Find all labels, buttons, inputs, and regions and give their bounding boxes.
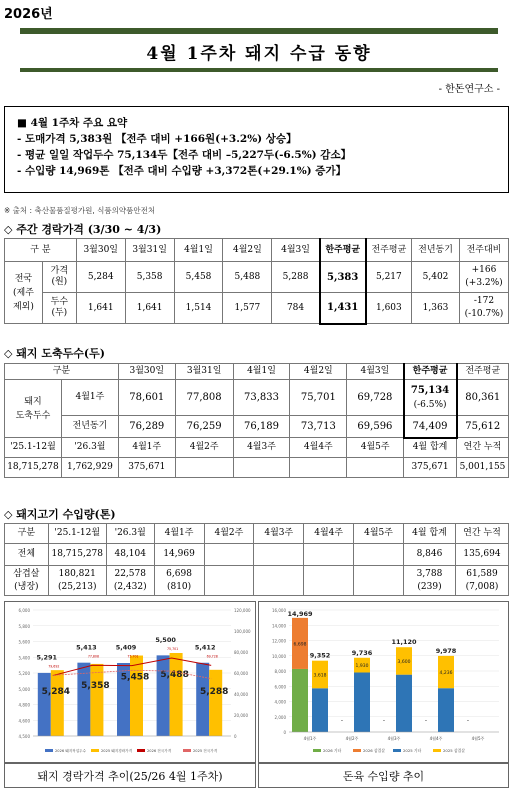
weekly-count-d4: 1,577 — [223, 293, 272, 324]
weekly-price-prev-avg: 5,217 — [366, 262, 412, 293]
imports-belly-8-c: (239) — [417, 581, 442, 592]
category-label: 4월2주 — [345, 736, 359, 741]
slaughter-section-title: ◇ 돼지 도축두수(두) — [4, 347, 105, 360]
tick-label: 10,000 — [272, 653, 286, 659]
weekly-count-diff-abs: -172 — [473, 296, 495, 306]
imports-header-w2: 4월2주 — [204, 524, 254, 544]
weekly-count-d5: 784 — [272, 293, 320, 324]
imports-belly-9-c: (7,008) — [465, 581, 499, 592]
slaughter-header-d3: 4월1일 — [233, 364, 290, 380]
imports-belly-label — [5, 566, 49, 596]
imports-belly-3-c: (810) — [166, 581, 192, 592]
legend-swatch — [433, 749, 441, 752]
legend-swatch — [313, 749, 321, 752]
weekly-price-last-year: 5,402 — [412, 262, 460, 293]
summary-heading: ■ 4월 1주차 주요 요약 — [17, 117, 128, 129]
weekly-header-d3: 4월1일 — [174, 239, 223, 262]
weekly-count-last-year: 1,363 — [412, 293, 460, 324]
weekly-header-avg: 한주평균 — [320, 239, 366, 262]
imports-header-2025: '25.1-12월 — [48, 524, 106, 544]
imports-belly-8 — [404, 566, 456, 596]
top-value-label: 5,409 — [115, 643, 137, 652]
weekly-header-d4: 4월2일 — [223, 239, 272, 262]
title-banner — [20, 28, 498, 72]
legend-label: 2026 삼겹살 — [363, 748, 385, 753]
left-tick-label: 5,800 — [18, 623, 30, 629]
weekly-price-d2: 5,358 — [125, 262, 174, 293]
slaughter-header-category: 구분 — [5, 364, 119, 380]
imports-total-1: 18,715,278 — [48, 544, 106, 566]
price-bar-2025 — [209, 670, 222, 736]
slaughter-week-d1: 78,601 — [118, 380, 175, 416]
weekly-price-label: 가격(원) — [42, 262, 76, 293]
imports-total-4 — [204, 544, 254, 566]
imports-belly-9 — [455, 566, 508, 596]
imports-belly-5 — [254, 566, 304, 596]
price-bar-2026 — [38, 673, 51, 736]
import-bar-2025-other — [438, 688, 454, 732]
imports-header-w4: 4월4주 — [304, 524, 354, 544]
slaughter-table — [4, 363, 509, 478]
left-tick-label: 5,600 — [18, 639, 30, 645]
slaughter-sub-v9: 5,001,155 — [457, 458, 509, 478]
summary-line-import: - 수입량 14,969톤 【전주 대비 수입량 +3,372톤(+29.1%) 증가】 — [17, 165, 347, 177]
legend-swatch — [91, 749, 99, 752]
top-value-label: 5,291 — [36, 653, 58, 662]
weekly-header-d5: 4월3일 — [272, 239, 320, 262]
summary-line-price: - 도매가격 5,383원 【전주 대비 +166원(+3.2%) 상승】 — [17, 133, 297, 145]
imports-header-2603: '26.3월 — [106, 524, 154, 544]
imports-header-category: 구분 — [5, 524, 49, 544]
small-value-label: 75,701 — [167, 647, 179, 651]
import-total-label-2026: - — [340, 717, 344, 724]
tick-label: 0 — [283, 730, 286, 735]
import-bar-2025-other — [312, 688, 328, 732]
left-tick-label: 4,500 — [18, 734, 30, 739]
import-total-label-2025: 9,978 — [435, 646, 457, 655]
legend-label: 2025 삼겹살 — [443, 748, 465, 753]
left-tick-label: 5,200 — [18, 671, 30, 676]
weekly-count-d1: 1,641 — [76, 293, 125, 324]
weekly-count-d2: 1,641 — [125, 293, 174, 324]
small-value-label: 75,701 — [127, 654, 139, 659]
slaughter-week-d4: 75,701 — [290, 380, 347, 416]
imports-header-w1: 4월1주 — [154, 524, 204, 544]
legend-swatch — [393, 749, 401, 752]
right-tick-label: 80,000 — [234, 650, 248, 655]
weekly-header-d2: 3월31일 — [125, 239, 174, 262]
weekly-price-diff-abs: +166 — [471, 265, 497, 275]
slaughter-week-avg-value: 75,134 — [410, 384, 450, 396]
imports-belly-label-1: 삼겹살 — [13, 568, 40, 579]
legend-label: 2026 돼지작업두수 — [55, 749, 87, 753]
right-tick-label: 20,000 — [234, 713, 248, 718]
import-total-label-2025: 9,736 — [351, 648, 373, 657]
imports-total-6 — [304, 544, 354, 566]
imports-belly-4 — [204, 566, 254, 596]
legend-swatch — [45, 749, 53, 752]
slaughter-row-label-2: 도축두수 — [15, 410, 51, 421]
weekly-header-d1: 3월30일 — [76, 239, 125, 262]
slaughter-sub-h8: 4월 합계 — [404, 438, 457, 458]
slaughter-sub-h1: '25.1-12월 — [5, 438, 62, 458]
imports-table — [4, 523, 509, 596]
top-value-label: 5,413 — [76, 643, 97, 652]
slaughter-sub-v7 — [347, 458, 404, 478]
slaughter-header-prev-avg: 전주평균 — [457, 364, 509, 380]
tick-label: 6,000 — [274, 684, 286, 690]
slaughter-sub-v8: 375,671 — [404, 458, 457, 478]
summary-box — [4, 106, 509, 193]
slaughter-sub-v4 — [175, 458, 233, 478]
slaughter-prev-d3: 76,189 — [233, 416, 290, 438]
weekly-header-category: 구 분 — [5, 239, 77, 262]
slaughter-prev-d1: 76,289 — [118, 416, 175, 438]
import-total-label-2026: 14,969 — [287, 609, 313, 618]
weekly-region-line2: (제주 — [12, 287, 34, 298]
tick-label: 8,000 — [274, 669, 286, 674]
right-tick-label: 40,000 — [234, 692, 248, 697]
top-value-label: 5,500 — [155, 636, 176, 644]
slaughter-row-label — [5, 380, 62, 438]
source-note: ※ 출처 : 축산물품질평가원, 식품의약품안전처 — [4, 206, 156, 215]
bar-value-label: 5,288 — [199, 686, 229, 697]
weekly-region-line3: 제외) — [12, 301, 34, 312]
price-bar-2026 — [196, 663, 209, 736]
bar-value-label: 5,488 — [160, 670, 189, 681]
import-total-label-2026: - — [424, 717, 428, 724]
imports-total-5 — [254, 544, 304, 566]
imports-belly-2-v: 22,578 — [114, 568, 146, 579]
weekly-section-title: ◇ 주간 경락가격 (3/30 ~ 4/3) — [4, 223, 162, 236]
slaughter-sub-h9: 연간 누적 — [457, 438, 509, 458]
price-bar-2025 — [170, 653, 183, 736]
category-label: 4월1주 — [303, 736, 317, 741]
left-tick-label: 4,800 — [18, 702, 30, 708]
legend-label: 2026 전국가격 — [147, 749, 172, 753]
imports-belly-1-c: (25,213) — [57, 581, 97, 592]
slaughter-prev-prev-avg: 75,612 — [457, 416, 509, 438]
slaughter-prev-d5: 69,596 — [347, 416, 404, 438]
slaughter-header-d4: 4월2일 — [290, 364, 347, 380]
imports-header-w5: 4월5주 — [354, 524, 404, 544]
imports-total-3: 14,969 — [154, 544, 204, 566]
imports-belly-3-v: 6,698 — [166, 568, 192, 579]
price-chart-caption: 돼지 경락가격 추이(25/26 4월 1주차) — [4, 763, 256, 788]
tick-label: 16,000 — [272, 608, 286, 613]
weekly-region-line1: 전국 — [14, 273, 33, 284]
slaughter-prev-d2: 76,259 — [175, 416, 233, 438]
imports-total-8: 8,846 — [404, 544, 456, 566]
import-inner-label-2026: 6,698 — [293, 642, 307, 648]
left-tick-label: 5,400 — [18, 655, 30, 661]
weekly-count-label: 두수(두) — [42, 293, 76, 324]
import-inner-label-2025: 3,600 — [397, 659, 411, 665]
imports-belly-6 — [304, 566, 354, 596]
slaughter-sub-h4: 4월2주 — [175, 438, 233, 458]
import-inner-label-2025: 1,930 — [355, 664, 369, 670]
weekly-price-d5: 5,288 — [272, 262, 320, 293]
imports-total-2: 48,104 — [106, 544, 154, 566]
imports-belly-7 — [354, 566, 404, 596]
imports-belly-label-2: (냉장) — [14, 581, 39, 592]
small-value-label: 77,808 — [87, 654, 99, 659]
weekly-header-prev-avg: 전주평균 — [366, 239, 412, 262]
imports-belly-9-v: 61,589 — [466, 568, 498, 579]
slaughter-sub-h7: 4월5주 — [347, 438, 404, 458]
bar-value-label: 5,458 — [120, 672, 150, 683]
import-total-label-2025: 11,120 — [391, 638, 417, 647]
category-label: 4월3주 — [387, 736, 401, 741]
imports-belly-2 — [106, 566, 154, 596]
slaughter-sub-h2: '26.3월 — [61, 438, 118, 458]
left-tick-label: 6,000 — [18, 608, 30, 613]
import-chart-box — [258, 601, 509, 763]
small-value-label: 69,728 — [206, 654, 218, 659]
tick-label: 2,000 — [274, 714, 286, 720]
weekly-price-d3: 5,458 — [174, 262, 223, 293]
weekly-header-wow: 전주대비 — [459, 239, 508, 262]
import-inner-label-2025: 4,236 — [439, 671, 453, 677]
import-total-label-2026: - — [382, 717, 386, 724]
slaughter-week-d2: 77,808 — [175, 380, 233, 416]
slaughter-header-d2: 3월31일 — [175, 364, 233, 380]
weekly-count-diff-pct: (-10.7%) — [464, 309, 504, 319]
weekly-price-d4: 5,488 — [223, 262, 272, 293]
page-title: 4월 1주차 돼지 수급 동향 — [146, 43, 372, 64]
slaughter-header-avg: 한주평균 — [404, 364, 457, 380]
slaughter-week-d5: 69,728 — [347, 380, 404, 416]
slaughter-row-label-1: 돼지 — [24, 396, 42, 407]
slaughter-header-d1: 3월30일 — [118, 364, 175, 380]
org-label: - 한돈연구소 - — [438, 84, 500, 95]
imports-belly-8-v: 3,788 — [416, 568, 443, 579]
imports-belly-2-c: (2,432) — [113, 581, 147, 592]
slaughter-week-avg-pct: (-6.5%) — [413, 399, 447, 410]
left-tick-label: 5,000 — [18, 686, 30, 692]
bar-value-label: 5,284 — [41, 687, 71, 698]
imports-header-cum: 연간 누적 — [455, 524, 508, 544]
price-bar-2025 — [51, 670, 64, 736]
left-tick-label: 4,600 — [18, 718, 30, 724]
slaughter-sub-v6 — [290, 458, 347, 478]
imports-header-w3: 4월3주 — [254, 524, 304, 544]
slaughter-sub-v2: 1,762,929 — [61, 458, 118, 478]
import-bar-2025-other — [396, 675, 412, 732]
import-chart-caption: 돈육 수입량 추이 — [258, 763, 509, 788]
slaughter-header-d5: 4월3일 — [347, 364, 404, 380]
weekly-count-diff — [459, 293, 508, 324]
year-label: 2026년 — [4, 7, 53, 22]
price-chart-box — [4, 601, 256, 763]
legend-swatch — [183, 749, 191, 752]
legend-label: 2025 돼지경락가격 — [101, 749, 133, 753]
import-total-label-2025: 9,352 — [309, 651, 331, 660]
imports-total-9: 135,694 — [455, 544, 508, 566]
import-inner-label-2025: 3,618 — [313, 673, 327, 679]
weekly-price-d1: 5,284 — [76, 262, 125, 293]
right-tick-label: 60,000 — [234, 671, 248, 676]
imports-total-7 — [354, 544, 404, 566]
import-chart — [259, 602, 508, 762]
slaughter-prev-d4: 73,713 — [290, 416, 347, 438]
price-bar-2025 — [130, 656, 143, 736]
slaughter-sub-h3: 4월1주 — [118, 438, 175, 458]
weekly-price-diff-pct: (+3.2%) — [465, 278, 503, 288]
slaughter-week-label: 4월1주 — [61, 380, 118, 416]
bar-value-label: 5,358 — [81, 680, 110, 691]
weekly-count-d3: 1,514 — [174, 293, 223, 324]
imports-total-label: 전체 — [5, 544, 49, 566]
price-bar-2026 — [157, 655, 170, 736]
tick-label: 12,000 — [272, 638, 286, 644]
legend-label: 2025 기타 — [403, 748, 422, 753]
tick-label: 14,000 — [272, 623, 286, 629]
legend-label: 2025 전국가격 — [193, 749, 218, 753]
slaughter-prev-label: 전년동기 — [61, 416, 118, 438]
weekly-price-avg: 5,383 — [320, 262, 366, 293]
slaughter-sub-v1: 18,715,278 — [5, 458, 62, 478]
tick-label: 4,000 — [274, 699, 286, 705]
right-tick-label: 100,000 — [234, 629, 251, 634]
slaughter-prev-avg: 74,409 — [404, 416, 457, 438]
category-label: 4월5주 — [471, 736, 485, 741]
price-chart — [5, 602, 255, 762]
slaughter-sub-v5 — [233, 458, 290, 478]
small-value-label: 79,692 — [48, 664, 60, 669]
legend-swatch — [353, 749, 361, 752]
imports-belly-1 — [48, 566, 106, 596]
slaughter-week-avg — [404, 380, 457, 416]
import-bar-2025-other — [354, 672, 370, 732]
slaughter-week-d3: 73,833 — [233, 380, 290, 416]
slaughter-sub-h6: 4월4주 — [290, 438, 347, 458]
imports-belly-1-v: 180,821 — [58, 568, 96, 579]
legend-label: 2026 기타 — [323, 748, 342, 753]
weekly-count-avg: 1,431 — [320, 293, 366, 324]
weekly-count-prev-avg: 1,603 — [366, 293, 412, 324]
weekly-region-cell — [5, 262, 43, 324]
weekly-table — [4, 238, 509, 325]
slaughter-sub-v3: 375,671 — [118, 458, 175, 478]
weekly-header-last-year: 전년동기 — [412, 239, 460, 262]
weekly-price-diff — [459, 262, 508, 293]
slaughter-week-prev-avg: 80,361 — [457, 380, 509, 416]
category-label: 4월4주 — [429, 736, 443, 741]
import-bar-2026-other — [292, 669, 308, 732]
top-value-label: 5,412 — [194, 643, 216, 652]
price-bar-2025 — [90, 664, 103, 736]
summary-line-count: - 평균 일일 작업두수 75,134두【전주 대비 –5,227두(-6.5%) 감소】 — [17, 149, 352, 161]
right-tick-label: 120,000 — [234, 608, 251, 613]
imports-header-sum: 4월 합계 — [404, 524, 456, 544]
import-total-label-2026: - — [466, 717, 470, 724]
right-tick-label: 0 — [234, 734, 237, 739]
legend-swatch — [137, 749, 145, 752]
imports-belly-3 — [154, 566, 204, 596]
imports-section-title: ◇ 돼지고기 수입량(톤) — [4, 508, 116, 521]
slaughter-sub-h5: 4월3주 — [233, 438, 290, 458]
